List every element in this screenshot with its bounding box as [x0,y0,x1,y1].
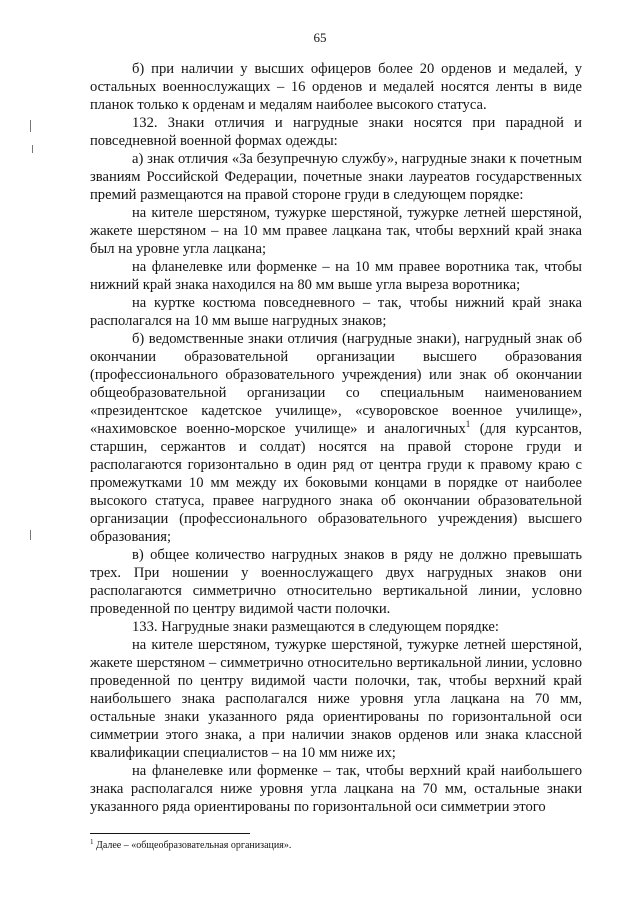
document-body [90,60,582,816]
paragraph: 133. Нагрудные знаки размещаются в следующем порядке: [132,619,499,635]
margin-mark [32,145,33,153]
margin-mark [30,120,31,132]
paragraph: на фланелевке или форменке – на 10 мм правее воротника так, чтобы нижний край знака находился на 80 мм выше угла выреза воротника; [90,259,582,293]
paragraph: на кителе шерстяном, тужурке шерстяной, тужурке летней шерстяной, жакете шерстяном – симметрично относительно вертикальной линии, условно проведенной по центру видимой части полочки, так, чтобы верхний край наибольшего знака располагался ниже уровня угла лацкана на 70 мм, остальные знаки указанного ряда ориентированы по горизонтальной оси симметрии этого знака, а при наличии знаков орденов или знака классной квалификации специалистов – на 10 мм ниже их; [90,637,582,761]
page-number: 65 [313,30,327,45]
footnote-text: Далее – «общеобразовательная организация». [93,840,292,851]
paragraph-text: (для курсантов, старшин, сержантов и солдат) носятся на правой стороне груди и располагаются горизонтально в один ряд от центра груди к правому краю с промежутками 10 мм между их боковыми концами в порядке от наиболее высокого статуса, правее нагрудного знака об окончании образовательной организации (профессионального образовательного учреждения) высшего образования; [90,421,582,545]
footnote [90,840,582,852]
margin-mark [30,530,31,540]
paragraph: в) общее количество нагрудных знаков в ряду не должно превышать трех. При ношении у военнослужащего двух нагрудных знаков они располагаются симметрично относительно вертикальной линии, условно проведенной по центру видимой части полочки. [90,547,582,617]
paragraph: а) знак отличия «За безупречную службу», нагрудные знаки к почетным званиям Российской Федерации, почетные знаки лауреатов государственных премий размещаются на правой стороне груди в следующем порядке: [90,151,582,203]
paragraph-with-footnote [90,330,582,546]
footnote-divider [90,833,250,834]
footnote-number: 1 [90,838,94,846]
paragraph-text: б) ведомственные знаки отличия (нагрудные знаки), нагрудный знак об окончании образовательной организации высшего образования (профессионального образовательного учреждения) или знак об окончании общеобразовательной организации со специальным наименованием «президентское кадетское училище», «суворовское военное училище», «нахимовское военно-морское училище» и аналогичных [90,331,582,437]
paragraph: на куртке костюма повседневного – так, чтобы нижний край знака располагался на 10 мм выше нагрудных знаков; [90,295,582,329]
paragraph: на фланелевке или форменке – так, чтобы верхний край наибольшего знака располагался ниже уровня угла лацкана на 70 мм, остальные знаки указанного ряда ориентированы по горизонтальной оси симметрии этого [90,763,582,815]
footnote-reference: 1 [465,419,471,429]
paragraph: на кителе шерстяном, тужурке шерстяной, тужурке летней шерстяной, жакете шерстяном – на 10 мм правее лацкана так, чтобы верхний край знака был на уровне угла лацкана; [90,205,582,257]
paragraph: б) при наличии у высших офицеров более 20 орденов и медалей, у остальных военнослужащих – 16 орденов и медалей носятся ленты в виде планок только к орденам и медалям наиболее высокого статуса. [90,61,582,113]
paragraph: 132. Знаки отличия и нагрудные знаки носятся при парадной и повседневной военной формах одежды: [90,115,582,149]
